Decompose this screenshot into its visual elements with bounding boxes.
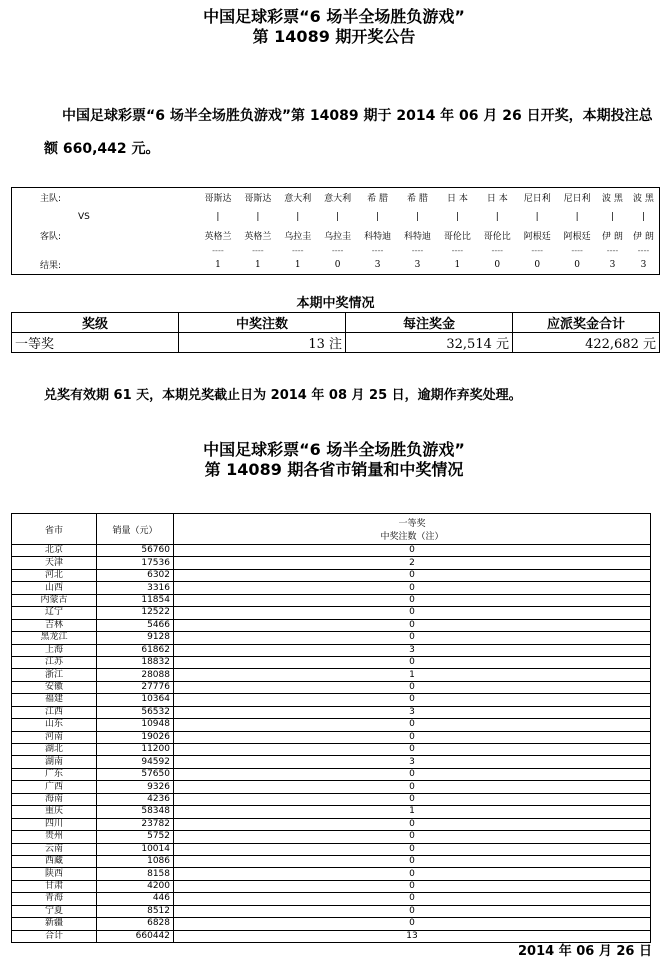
validity-note: 兑奖有效期 61 天，本期兑奖截止日为 2014 年 08 月 25 日，逾期作弃奖处理。	[44, 388, 522, 403]
home-team: 日 本	[446, 194, 468, 204]
province-name: 合计	[12, 930, 97, 942]
prize-header-level: 奖级	[12, 313, 179, 333]
province-sales: 56532	[97, 706, 174, 718]
province-sales: 660442	[97, 930, 174, 942]
province-row	[12, 781, 651, 793]
vs-separator: |	[610, 211, 614, 222]
province-row	[12, 619, 651, 631]
match-result: 0	[574, 259, 580, 270]
province-row	[12, 756, 651, 768]
home-team: 意大利	[284, 194, 312, 204]
province-name: 湖南	[12, 756, 97, 768]
province-row	[12, 557, 651, 569]
match-result: 3	[414, 259, 421, 270]
province-header-row	[12, 514, 651, 545]
match-result: 0	[494, 259, 501, 270]
home-row	[12, 188, 660, 208]
vs-separator: |	[415, 211, 419, 222]
away-team: 哥伦比	[483, 232, 511, 242]
province-sales: 446	[97, 893, 174, 905]
province-name: 宁夏	[12, 905, 97, 917]
prize-per-bet: 32,514 元	[346, 333, 513, 353]
page-subtitle: 第 14089 期开奖公告	[252, 27, 416, 46]
vs-separator: |	[495, 211, 499, 222]
home-team: 哥斯达	[204, 194, 232, 204]
home-team: 希 腊	[407, 194, 428, 204]
province-row	[12, 607, 651, 619]
province-row	[12, 831, 651, 843]
province-sales: 94592	[97, 756, 174, 768]
prize-row	[12, 333, 660, 353]
province-name: 山西	[12, 582, 97, 594]
province-row	[12, 880, 651, 892]
province-sales: 17536	[97, 557, 174, 569]
home-team: 尼日利	[523, 194, 551, 204]
province-name: 内蒙古	[12, 594, 97, 606]
province-name: 北京	[12, 545, 97, 557]
province-sales: 23782	[97, 818, 174, 830]
province-row	[12, 818, 651, 830]
province-name: 陕西	[12, 868, 97, 880]
prize-count-header	[174, 514, 651, 545]
away-team: 阿根廷	[523, 232, 551, 242]
away-team: 英格兰	[204, 232, 232, 242]
match-result: 3	[640, 259, 647, 270]
prize-header-row	[12, 313, 660, 333]
province-sales: 19026	[97, 731, 174, 743]
home-label: 主队:	[40, 194, 62, 204]
province-prize-count: 0	[174, 868, 651, 880]
province-sales: 10014	[97, 843, 174, 855]
match-result: 0	[534, 259, 541, 270]
vs-row	[12, 207, 660, 226]
province-name: 云南	[12, 843, 97, 855]
province-name: 辽宁	[12, 607, 97, 619]
home-team: 尼日利	[563, 194, 591, 204]
province-name: 浙江	[12, 669, 97, 681]
dash-divider: ----	[451, 245, 464, 255]
province-row	[12, 681, 651, 693]
province-prize-count: 0	[174, 880, 651, 892]
province-prize-count: 0	[174, 582, 651, 594]
province-name: 福建	[12, 694, 97, 706]
province-row	[12, 669, 651, 681]
vs-separator: |	[575, 211, 579, 222]
intro-line-1: 中国足球彩票“6 场半全场胜负游戏”第 14089 期于 2014 年 06 月 26 日开奖，本期投注总	[62, 108, 653, 124]
province-prize-count: 1	[174, 806, 651, 818]
province-sales: 56760	[97, 545, 174, 557]
match-result: 1	[294, 259, 301, 270]
province-sales: 9326	[97, 781, 174, 793]
prize-level-header: 一等奖	[398, 519, 426, 529]
province-sales: 11200	[97, 744, 174, 756]
province-sales: 4200	[97, 880, 174, 892]
province-prize-count: 0	[174, 893, 651, 905]
province-sales: 5466	[97, 619, 174, 631]
home-team: 意大利	[324, 194, 352, 204]
province-row	[12, 644, 651, 656]
province-prize-count: 0	[174, 594, 651, 606]
vs-separator: |	[535, 211, 539, 222]
province-prize-count: 0	[174, 632, 651, 644]
prize-total: 422,682 元	[513, 333, 660, 353]
province-row	[12, 632, 651, 644]
result-row	[12, 255, 660, 275]
province-sales: 4236	[97, 793, 174, 805]
away-team: 乌拉圭	[324, 232, 352, 242]
province-prize-count: 0	[174, 719, 651, 731]
province-row	[12, 918, 651, 930]
province-table	[11, 513, 651, 943]
result-label: 结果:	[40, 261, 62, 271]
footer-date: 2014 年 06 月 26 日	[518, 944, 652, 959]
province-sales: 8512	[97, 905, 174, 917]
province-row	[12, 594, 651, 606]
province-prize-count: 0	[174, 781, 651, 793]
province-row	[12, 905, 651, 917]
vs-separator: |	[455, 211, 459, 222]
province-name: 河北	[12, 569, 97, 581]
province-prize-count: 0	[174, 768, 651, 780]
province-name: 广东	[12, 768, 97, 780]
province-row	[12, 582, 651, 594]
away-team: 哥伦比	[443, 232, 471, 242]
province-prize-count: 3	[174, 706, 651, 718]
province-prize-count: 0	[174, 905, 651, 917]
dash-divider: ----	[606, 245, 619, 255]
prize-header-total: 应派奖金合计	[513, 313, 660, 333]
province-sales: 18832	[97, 656, 174, 668]
province-row	[12, 706, 651, 718]
dash-divider: ----	[291, 245, 304, 255]
dash-divider: ----	[331, 245, 344, 255]
province-prize-count: 0	[174, 694, 651, 706]
province-prize-count: 0	[174, 545, 651, 557]
province-name: 河南	[12, 731, 97, 743]
match-result: 0	[334, 259, 341, 270]
dash-divider: ----	[637, 245, 650, 255]
province-name: 广西	[12, 781, 97, 793]
province-subtitle: 第 14089 期各省市销量和中奖情况	[204, 460, 464, 479]
dash-divider: ----	[371, 245, 384, 255]
province-prize-count: 3	[174, 756, 651, 768]
province-header: 省市	[12, 514, 97, 545]
province-sales: 58348	[97, 806, 174, 818]
dash-divider: ----	[571, 245, 583, 255]
province-prize-count: 0	[174, 681, 651, 693]
home-team: 希 腊	[367, 194, 389, 204]
away-label: 客队:	[40, 232, 62, 242]
vs-separator: |	[641, 211, 645, 222]
province-prize-count: 3	[174, 644, 651, 656]
province-name: 四川	[12, 818, 97, 830]
province-name: 海南	[12, 793, 97, 805]
prize-table	[11, 312, 660, 353]
province-name: 湖北	[12, 744, 97, 756]
province-sales: 3316	[97, 582, 174, 594]
dash-divider: ----	[411, 245, 424, 255]
vs-separator: |	[296, 211, 300, 222]
prize-header-per-bet: 每注奖金	[346, 313, 513, 333]
home-team: 波 黑	[602, 194, 623, 204]
match-result: 3	[609, 259, 616, 270]
intro-line-2: 额 660,442 元。	[44, 141, 160, 157]
province-sales: 5752	[97, 831, 174, 843]
province-sales: 11854	[97, 594, 174, 606]
dash-spacer	[12, 245, 199, 255]
vs-separator: |	[336, 211, 340, 222]
province-prize-count: 0	[174, 793, 651, 805]
province-prize-count: 0	[174, 569, 651, 581]
vs-separator: |	[256, 211, 260, 222]
province-sales: 12522	[97, 607, 174, 619]
vs-separator: |	[376, 211, 380, 222]
match-grid	[11, 187, 660, 275]
dash-divider: ----	[491, 245, 504, 255]
province-sales: 10948	[97, 719, 174, 731]
province-name: 西藏	[12, 855, 97, 867]
province-prize-count: 0	[174, 656, 651, 668]
dash-divider: ----	[252, 245, 264, 255]
match-result: 1	[254, 259, 261, 270]
home-team: 日 本	[486, 194, 508, 204]
province-table-body	[12, 545, 651, 943]
vs-label: VS	[78, 211, 90, 222]
away-team: 科特迪	[403, 232, 431, 242]
away-team: 英格兰	[244, 232, 272, 242]
away-team: 乌拉圭	[284, 232, 312, 242]
vs-separator: |	[216, 211, 220, 222]
province-row	[12, 893, 651, 905]
province-sales: 8158	[97, 868, 174, 880]
province-name: 天津	[12, 557, 97, 569]
province-row	[12, 656, 651, 668]
province-prize-count: 1	[174, 669, 651, 681]
province-name: 安徽	[12, 681, 97, 693]
prize-header-count: 中奖注数	[179, 313, 346, 333]
province-name: 重庆	[12, 806, 97, 818]
province-name: 青海	[12, 893, 97, 905]
home-team: 哥斯达	[244, 194, 272, 204]
away-team: 科特迪	[364, 232, 392, 242]
province-row	[12, 806, 651, 818]
province-name: 新疆	[12, 918, 97, 930]
prize-count: 13 注	[179, 333, 346, 353]
province-prize-count: 0	[174, 731, 651, 743]
province-prize-count: 0	[174, 831, 651, 843]
province-row	[12, 843, 651, 855]
home-team: 波 黑	[633, 194, 654, 204]
province-name: 黑龙江	[12, 632, 97, 644]
province-sales: 57650	[97, 768, 174, 780]
province-name: 贵州	[12, 831, 97, 843]
match-result: 1	[215, 259, 221, 270]
dash-divider: ----	[531, 245, 543, 255]
province-prize-count: 0	[174, 619, 651, 631]
province-prize-count: 0	[174, 744, 651, 756]
province-prize-count: 0	[174, 607, 651, 619]
away-team: 伊 朗	[602, 232, 623, 242]
away-team: 阿根廷	[563, 232, 591, 242]
prize-count-subheader: 中奖注数（注）	[380, 532, 444, 542]
away-team: 伊 朗	[633, 232, 654, 242]
province-row	[12, 744, 651, 756]
province-row	[12, 855, 651, 867]
prize-section-title: 本期中奖情况	[296, 296, 375, 311]
province-sales: 1086	[97, 855, 174, 867]
province-name: 江苏	[12, 656, 97, 668]
province-prize-count: 2	[174, 557, 651, 569]
province-prize-count: 13	[174, 930, 651, 942]
province-name: 甘肃	[12, 880, 97, 892]
province-sales: 6302	[97, 569, 174, 581]
province-name: 上海	[12, 644, 97, 656]
province-sales: 10364	[97, 694, 174, 706]
province-row	[12, 731, 651, 743]
province-row	[12, 868, 651, 880]
match-result: 3	[374, 259, 381, 270]
province-row	[12, 768, 651, 780]
province-row	[12, 569, 651, 581]
province-prize-count: 0	[174, 818, 651, 830]
prize-level: 一等奖	[12, 333, 179, 353]
province-row	[12, 719, 651, 731]
province-row	[12, 545, 651, 557]
dash-row	[12, 245, 660, 255]
away-row	[12, 226, 660, 245]
sales-header: 销量（元）	[97, 514, 174, 545]
province-prize-count: 0	[174, 918, 651, 930]
province-sales: 6828	[97, 918, 174, 930]
province-title: 中国足球彩票“6 场半全场胜负游戏”	[203, 440, 465, 459]
province-row	[12, 694, 651, 706]
province-sales: 27776	[97, 681, 174, 693]
province-row	[12, 793, 651, 805]
province-sales: 9128	[97, 632, 174, 644]
province-name: 江西	[12, 706, 97, 718]
dash-divider: ----	[212, 245, 224, 255]
province-name: 山东	[12, 719, 97, 731]
province-sales: 61862	[97, 644, 174, 656]
page-title: 中国足球彩票“6 场半全场胜负游戏”	[203, 7, 465, 26]
province-prize-count: 0	[174, 855, 651, 867]
match-result: 1	[454, 259, 461, 270]
province-sales: 28088	[97, 669, 174, 681]
province-name: 吉林	[12, 619, 97, 631]
province-prize-count: 0	[174, 843, 651, 855]
